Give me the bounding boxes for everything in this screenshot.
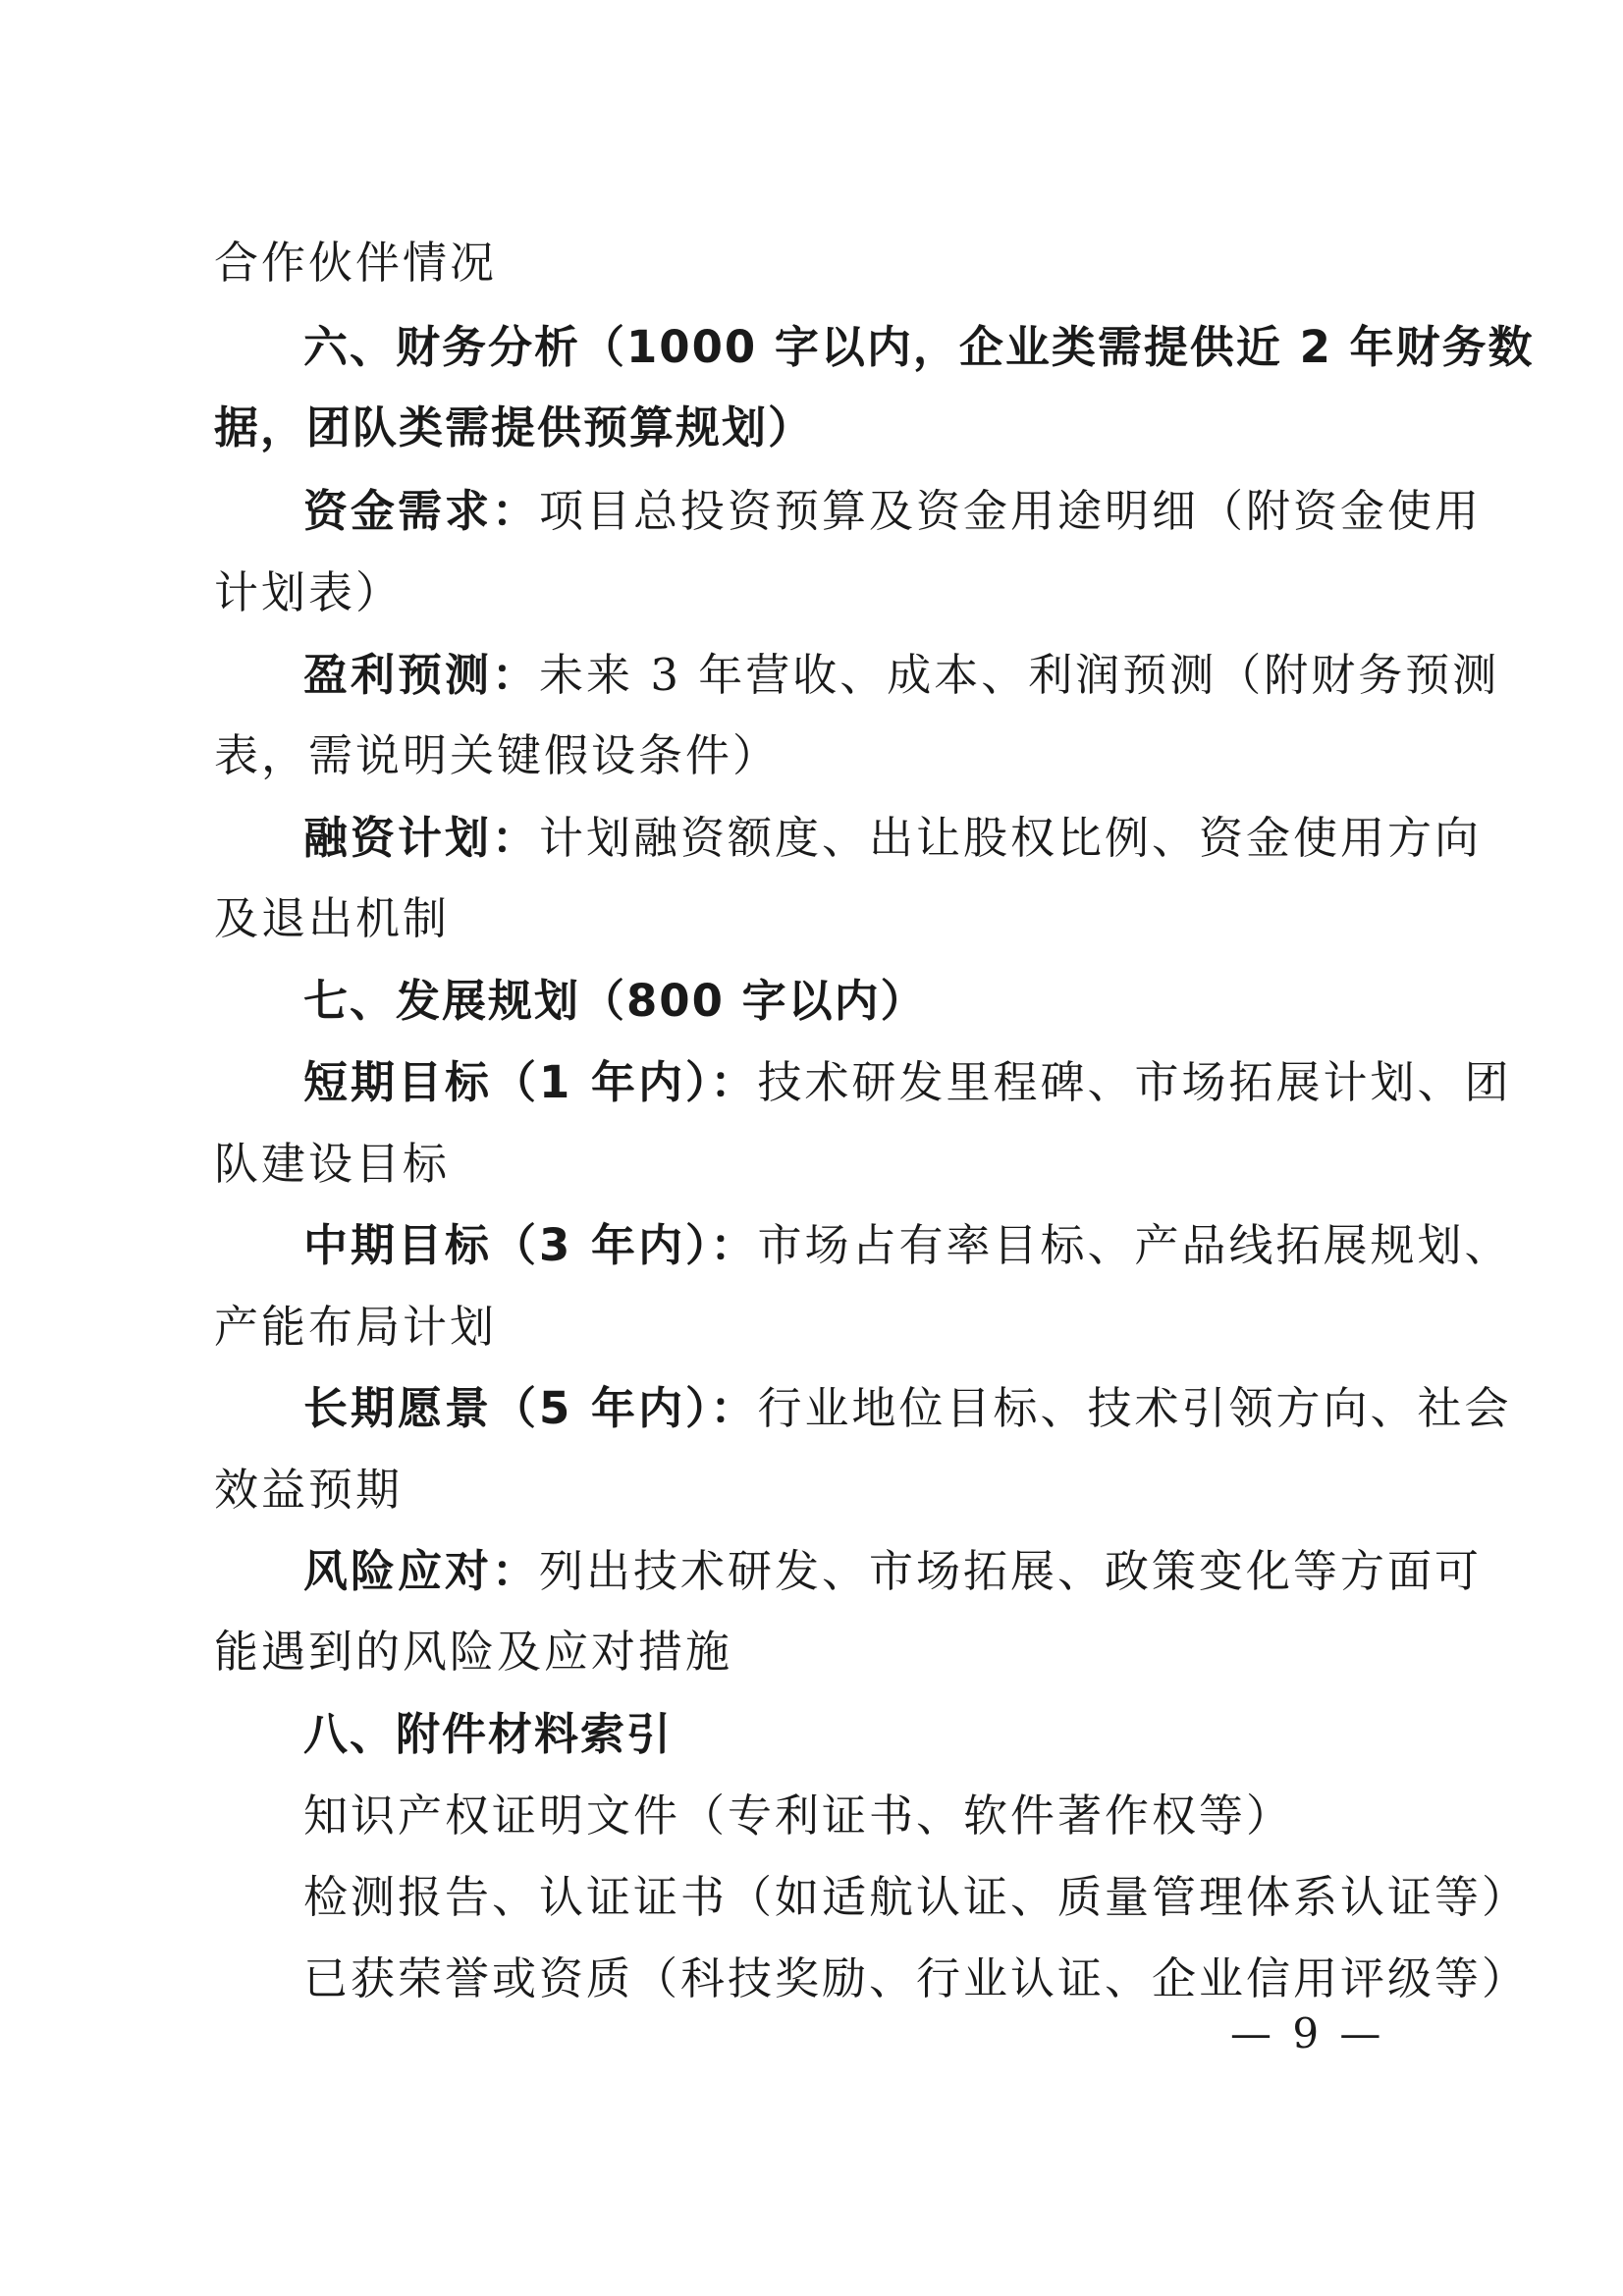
short-term-cont: 队建设目标 [214,1138,451,1190]
financing-plan-item [303,809,1482,868]
partner-line: 合作伙伴情况 [214,237,498,289]
section-six-heading: 六、财务分析（1000 字以内，企业类需提供近 2 年财务数 [303,321,1535,373]
financing-plan-text: 计划融资额度、出让股权比例、资金使用方向 [539,812,1483,864]
profit-forecast-item [303,646,1499,705]
profit-forecast-text: 未来 3 年营收、成本、利润预测（附财务预测 [539,649,1500,701]
short-term-text: 技术研发里程碑、市场拓展计划、团 [757,1056,1512,1108]
risk-response-cont: 能遇到的风险及应对措施 [214,1626,733,1678]
long-term-text: 行业地位目标、技术引领方向、社会 [757,1382,1512,1434]
risk-response-text: 列出技术研发、市场拓展、政策变化等方面可 [539,1545,1483,1597]
section-seven-heading: 七、发展规划（800 字以内） [303,975,927,1027]
long-term-item [303,1379,1512,1438]
funding-needs-text: 项目总投资预算及资金用途明细（附资金使用 [539,485,1483,537]
page-number: — 9 — [1230,2009,1385,2057]
attachment-ip-item: 知识产权证明文件（专利证书、软件著作权等） [303,1789,1294,1842]
mid-term-text: 市场占有率目标、产品线拓展规划、 [757,1219,1512,1271]
mid-term-label: 中期目标（3 年内）： [303,1219,758,1271]
funding-needs-label: 资金需求： [303,485,540,537]
financing-plan-cont: 及退出机制 [214,892,451,944]
mid-term-cont: 产能布局计划 [214,1301,498,1353]
short-term-item [303,1053,1512,1112]
risk-response-item [303,1542,1482,1601]
long-term-label: 长期愿景（5 年内）： [303,1382,758,1434]
financing-plan-label: 融资计划： [303,812,540,864]
risk-response-label: 风险应对： [303,1545,540,1597]
attachment-test-item: 检测报告、认证证书（如适航认证、质量管理体系认证等） [303,1871,1530,1923]
long-term-cont: 效益预期 [214,1464,404,1516]
short-term-label: 短期目标（1 年内）： [303,1056,758,1108]
profit-forecast-label: 盈利预测： [303,649,540,701]
section-eight-heading: 八、附件材料索引 [303,1708,674,1760]
mid-term-item [303,1216,1512,1275]
profit-forecast-cont: 表，需说明关键假设条件） [214,729,781,781]
funding-needs-cont: 计划表） [214,566,404,618]
attachment-honor-item: 已获荣誉或资质（科技奖励、行业认证、企业信用评级等） [303,1952,1530,2004]
section-six-heading-cont: 据，团队类需提供预算规划） [214,401,815,454]
funding-needs-item [303,482,1482,541]
